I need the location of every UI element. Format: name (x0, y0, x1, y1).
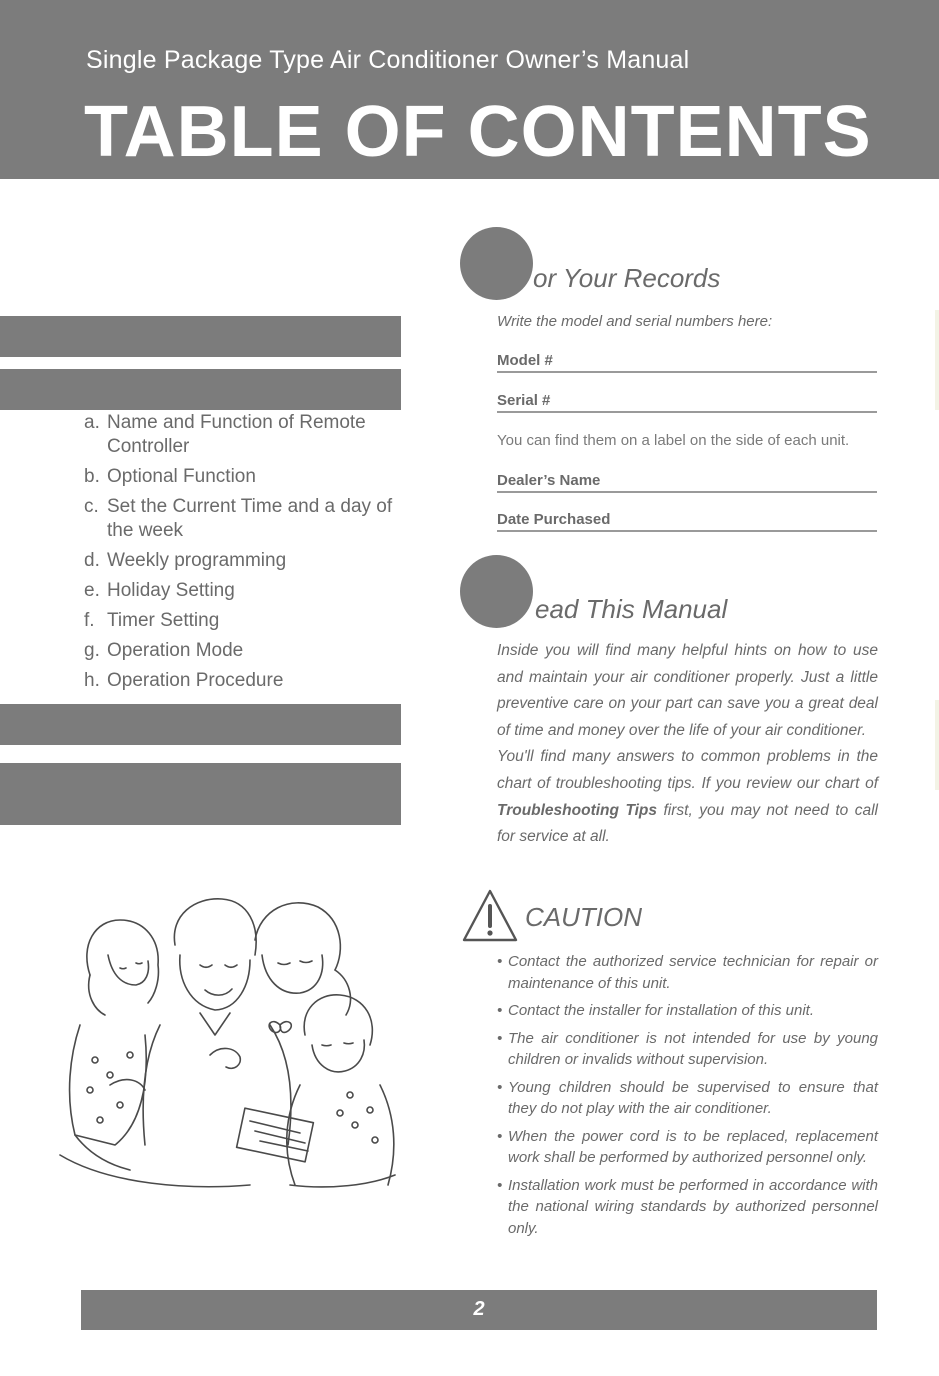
toc-bar-2 (0, 369, 401, 410)
dealer-field[interactable] (497, 472, 877, 493)
toc-item-key: d. (84, 550, 100, 571)
toc-item-key: h. (84, 670, 100, 691)
caution-item (497, 1000, 878, 1022)
toc-sublist (84, 411, 414, 699)
toc-bar-4 (0, 763, 401, 825)
toc-item[interactable] (84, 549, 414, 573)
toc-item-label: Optional Function (107, 466, 256, 487)
serial-label: Serial # (497, 392, 551, 409)
toc-item-key: f. (84, 610, 95, 631)
manual-subtitle: Single Package Type Air Conditioner Owner’s Manual (86, 46, 690, 74)
page-footer (81, 1290, 877, 1330)
caution-item-text: The air conditioner is not intended for use by young children or invalids without supervision. (508, 1029, 878, 1068)
toc-item-label: Operation Mode (107, 640, 244, 661)
scan-edge-mark (935, 310, 939, 410)
read-manual-para2-end: first, you may not need to call for service at all. (497, 801, 879, 846)
caution-item-text: Young children should be supervised to ensure that they do not play with the air conditioner. (508, 1078, 878, 1117)
toc-item-label: Weekly programming (107, 550, 287, 571)
serial-field[interactable] (497, 392, 877, 413)
family-illustration (50, 885, 410, 1195)
bullet: • (497, 1002, 503, 1019)
bullet: • (497, 1078, 503, 1096)
toc-item[interactable] (84, 495, 414, 543)
records-instruction: Write the model and serial numbers here: (497, 313, 773, 330)
model-field[interactable] (497, 352, 877, 373)
caution-item (497, 1175, 878, 1240)
read-manual-para2-start: You'll find many answers to common problems in the chart of troubleshooting tips. If you review our chart of (497, 748, 878, 792)
toc-item[interactable] (84, 609, 414, 633)
toc-item-key: b. (84, 466, 100, 487)
troubleshooting-tips-emphasis: Troubleshooting Tips (497, 801, 658, 819)
caution-list (497, 951, 878, 1245)
date-label: Date Purchased (497, 511, 611, 528)
toc-item[interactable] (84, 669, 414, 693)
toc-bar-3 (0, 704, 401, 745)
caution-item (497, 951, 878, 994)
caution-item-text: Installation work must be performed in accordance with the national wiring standards by authorized personnel only. (508, 1176, 878, 1237)
bullet: • (497, 1127, 503, 1145)
date-field[interactable] (497, 511, 877, 532)
warning-triangle-icon (461, 888, 519, 944)
toc-item-key: c. (84, 496, 99, 517)
bullet: • (497, 1176, 503, 1194)
toc-item[interactable] (84, 411, 414, 459)
page-title: TABLE OF CONTENTS (84, 92, 872, 172)
caution-item (497, 1028, 878, 1071)
toc-item-key: a. (84, 412, 100, 433)
section-initial-circle (460, 555, 533, 628)
scan-edge-mark (935, 700, 939, 790)
toc-item-label: Holiday Setting (107, 580, 235, 601)
toc-item[interactable] (84, 465, 414, 489)
toc-item-label: Name and Function of Remote Controller (107, 412, 366, 457)
toc-bar-1 (0, 316, 401, 357)
toc-item-key: e. (84, 580, 100, 601)
dealer-label: Dealer’s Name (497, 472, 601, 489)
records-heading: or Your Records (533, 263, 721, 293)
page-number: 2 (473, 1298, 485, 1320)
bullet: • (497, 953, 503, 970)
read-manual-body (497, 638, 878, 851)
label-location-note: You can find them on a label on the side of each unit. (497, 432, 850, 449)
bullet: • (497, 1029, 503, 1047)
caution-item-text: Contact the installer for installation of this unit. (508, 1002, 814, 1019)
caution-title: CAUTION (525, 902, 642, 932)
page-header (0, 0, 939, 179)
toc-item[interactable] (84, 639, 414, 663)
toc-item-label: Operation Procedure (107, 670, 284, 691)
caution-item (497, 1077, 878, 1120)
read-manual-para1: Inside you will find many helpful hints on how to use and maintain your air conditioner properly. Just a little preventive care on your part can save you a great deal of time and money over the life of your air conditioner. (497, 642, 878, 739)
caution-item (497, 1126, 878, 1169)
toc-item-label: Set the Current Time and a day of the week (107, 496, 393, 541)
toc-item-label: Timer Setting (107, 610, 220, 631)
toc-item[interactable] (84, 579, 414, 603)
caution-item-text: When the power cord is to be replaced, replacement work shall be performed by authorized personnel only. (508, 1127, 878, 1166)
toc-item-key: g. (84, 640, 100, 661)
model-label: Model # (497, 352, 553, 369)
section-initial-circle (460, 227, 533, 300)
caution-item-text: Contact the authorized service technician for repair or maintenance of this unit. (508, 953, 878, 992)
read-manual-heading: ead This Manual (535, 594, 728, 624)
